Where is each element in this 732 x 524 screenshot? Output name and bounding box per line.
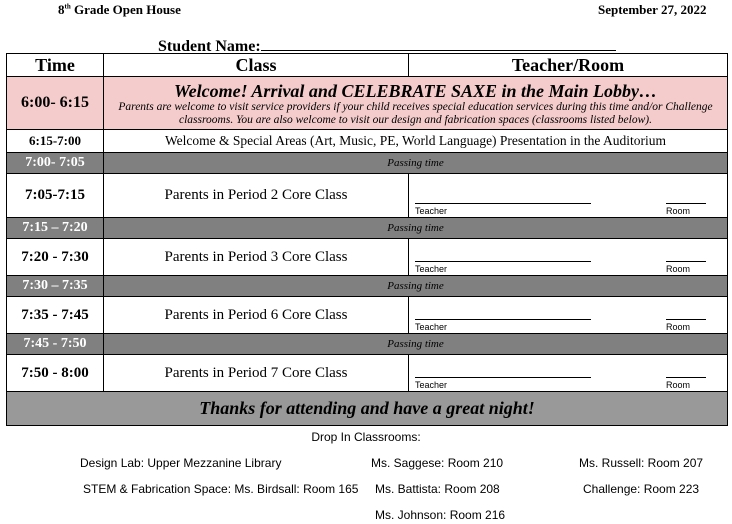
- room-line[interactable]: [666, 377, 706, 378]
- passing-row: [7, 334, 728, 355]
- teacher-line[interactable]: [415, 261, 591, 262]
- period-row: [7, 355, 728, 392]
- welcome-note: Parents are welcome to visit service providers if your child receives special education services during this time and/or Challenge classrooms. You are also welcome to visit our design and fabrication spaces (classrooms listed below).: [118, 100, 713, 126]
- drop-in-design-lab: Design Lab: Upper Mezzanine Library: [80, 456, 282, 470]
- header-time: Time: [7, 54, 104, 77]
- drop-in-stem: STEM & Fabrication Space: Ms. Birdsall: Room 165: [83, 482, 359, 496]
- period-class: Parents in Period 3 Core Class: [104, 239, 409, 276]
- passing-label: Passing time: [104, 218, 728, 239]
- period-row: [7, 297, 728, 334]
- welcome-cell: [104, 77, 728, 130]
- title-superscript: th: [64, 2, 71, 11]
- schedule-table: [6, 53, 728, 426]
- teacher-line[interactable]: [415, 319, 591, 320]
- period-class: Parents in Period 2 Core Class: [104, 174, 409, 218]
- room-label: Room: [666, 380, 691, 390]
- period-time: 7:35 - 7:45: [7, 297, 104, 334]
- passing-time: 7:30 – 7:35: [7, 276, 104, 297]
- room-line[interactable]: [666, 319, 706, 320]
- passing-time: 7:15 – 7:20: [7, 218, 104, 239]
- period-row: [7, 174, 728, 218]
- passing-row: [7, 153, 728, 174]
- welcome-row: [7, 77, 728, 130]
- drop-in-heading: Drop In Classrooms:: [311, 430, 421, 444]
- drop-in-challenge: Challenge: Room 223: [583, 482, 700, 496]
- room-label: Room: [666, 264, 691, 274]
- period-row: [7, 239, 728, 276]
- specials-text: Welcome & Special Areas (Art, Music, PE, World Language) Presentation in the Auditorium: [104, 130, 728, 153]
- specials-row: [7, 130, 728, 153]
- thanks-row: [7, 392, 728, 426]
- header-class: Class: [104, 54, 409, 77]
- room-label: Room: [666, 206, 691, 216]
- specials-time: 6:15-7:00: [7, 130, 104, 153]
- drop-in-saggese: Ms. Saggese: Room 210: [371, 456, 504, 470]
- drop-in-johnson: Ms. Johnson: Room 216: [375, 508, 506, 522]
- teacher-room-cell[interactable]: [409, 355, 728, 392]
- document-date: September 27, 2022: [598, 2, 707, 17]
- teacher-label: Teacher: [415, 206, 448, 216]
- period-time: 7:20 - 7:30: [7, 239, 104, 276]
- passing-time: 7:00- 7:05: [7, 153, 104, 174]
- welcome-time: 6:00- 6:15: [7, 77, 104, 130]
- passing-row: [7, 218, 728, 239]
- period-class: Parents in Period 6 Core Class: [104, 297, 409, 334]
- header-row: [7, 54, 728, 77]
- thanks-message: Thanks for attending and have a great night!: [7, 392, 728, 426]
- title-grade: 8: [58, 2, 65, 17]
- welcome-title: Welcome! Arrival and CELEBRATE SAXE in the Main Lobby…: [173, 80, 658, 101]
- drop-in-battista: Ms. Battista: Room 208: [375, 482, 500, 496]
- teacher-line[interactable]: [415, 203, 591, 204]
- period-time: 7:50 - 8:00: [7, 355, 104, 392]
- room-line[interactable]: [666, 261, 706, 262]
- student-name-label: Student Name:: [158, 38, 261, 55]
- student-name-line[interactable]: [261, 36, 616, 51]
- teacher-room-cell[interactable]: [409, 174, 728, 218]
- passing-row: [7, 276, 728, 297]
- passing-label: Passing time: [104, 334, 728, 355]
- room-line[interactable]: [666, 203, 706, 204]
- header-teacher-room: Teacher/Room: [409, 54, 728, 77]
- teacher-label: Teacher: [415, 322, 448, 332]
- title-text: Grade Open House: [70, 2, 181, 17]
- document-title: [58, 2, 181, 18]
- period-class: Parents in Period 7 Core Class: [104, 355, 409, 392]
- teacher-label: Teacher: [415, 380, 448, 390]
- passing-label: Passing time: [104, 276, 728, 297]
- teacher-room-cell[interactable]: [409, 297, 728, 334]
- teacher-label: Teacher: [415, 264, 448, 274]
- period-time: 7:05-7:15: [7, 174, 104, 218]
- teacher-room-cell[interactable]: [409, 239, 728, 276]
- room-label: Room: [666, 322, 691, 332]
- drop-in-russell: Ms. Russell: Room 207: [579, 456, 704, 470]
- passing-label: Passing time: [104, 153, 728, 174]
- teacher-line[interactable]: [415, 377, 591, 378]
- passing-time: 7:45 - 7:50: [7, 334, 104, 355]
